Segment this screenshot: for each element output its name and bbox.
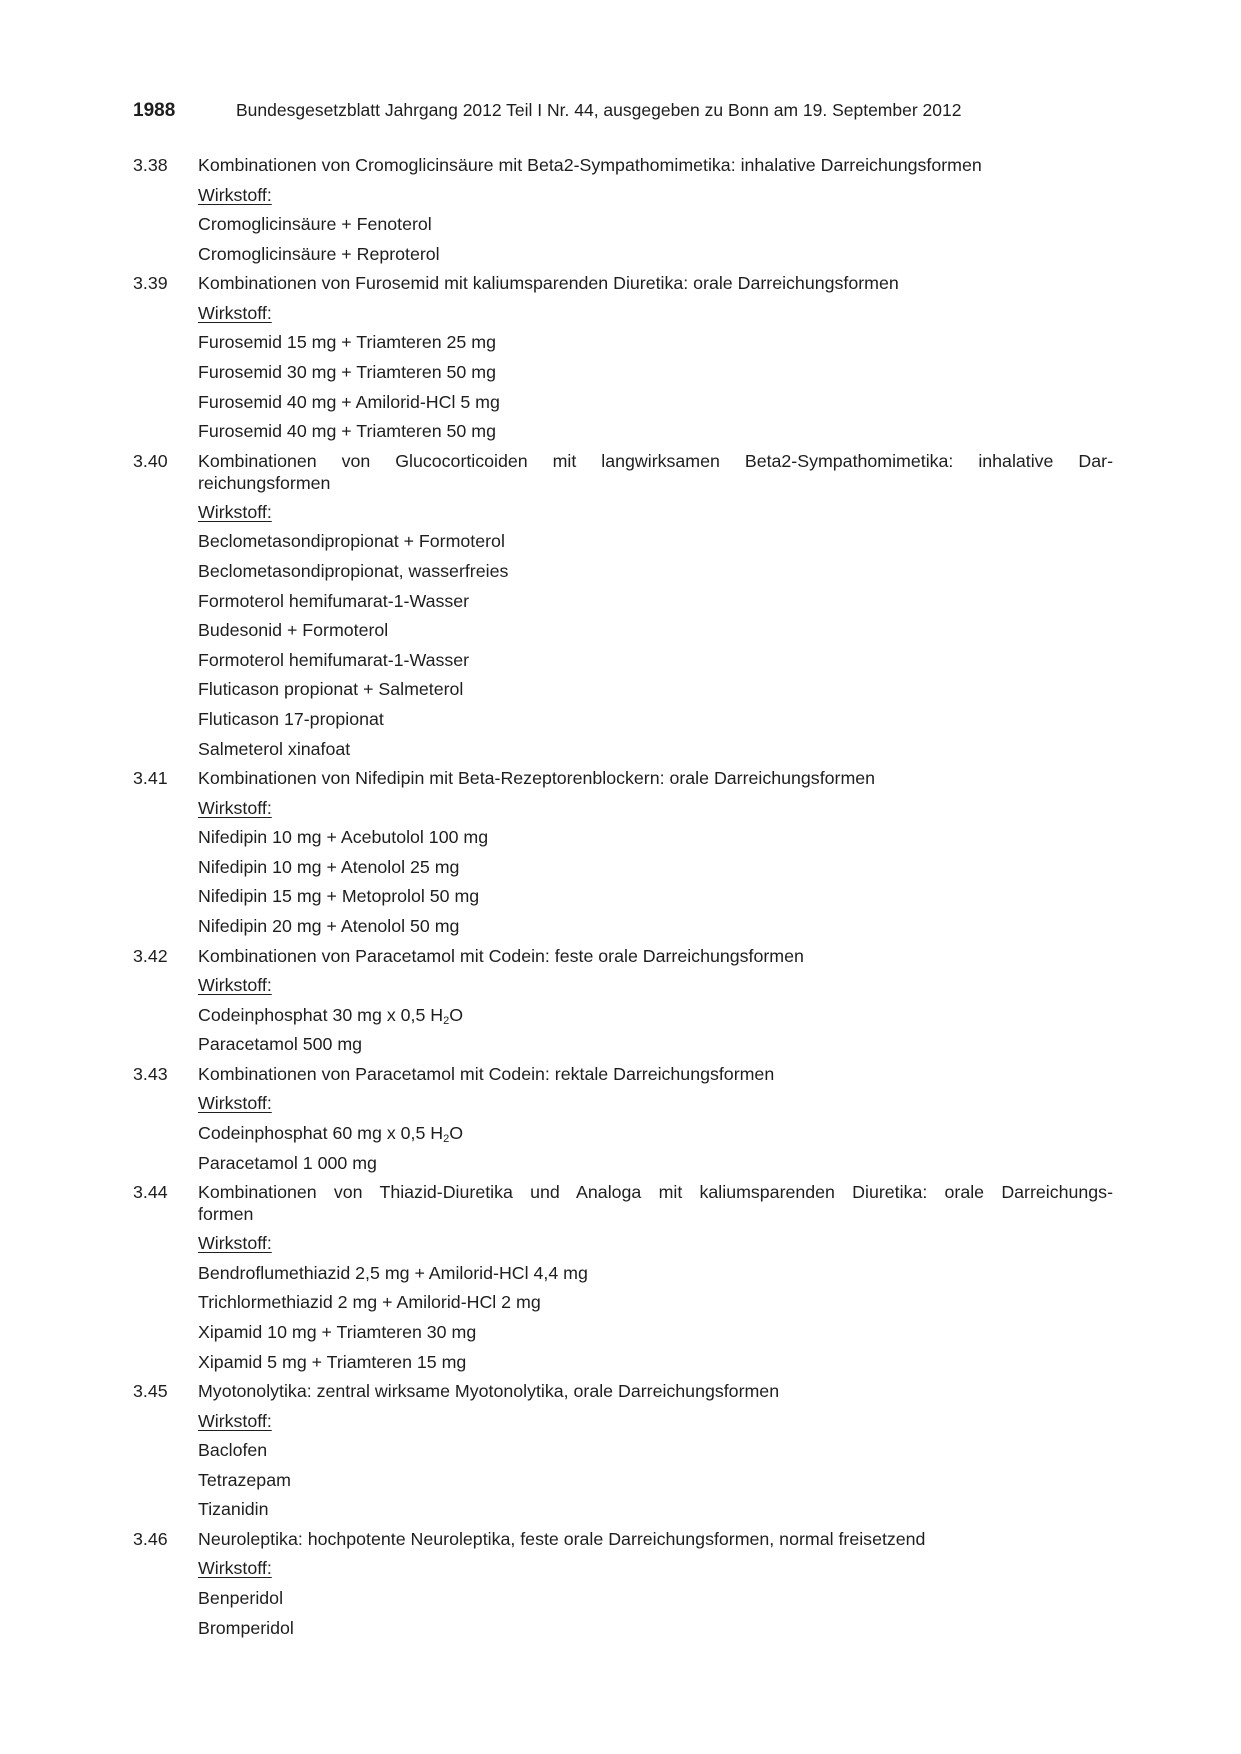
section-title-line: Kombinationen von Glucocorticoiden mit langwirksamen Beta2-Sympathomimetika: inhalative Dar- bbox=[198, 450, 1113, 471]
active-substance-item: Cromoglicinsäure + Reproterol bbox=[198, 243, 440, 264]
section-heading bbox=[133, 153, 1113, 183]
section-heading bbox=[133, 766, 1113, 796]
item-text: O bbox=[449, 1122, 464, 1143]
section-title: Myotonolytika: zentral wirksame Myotonolytika, orale Darreichungsformen bbox=[198, 1381, 780, 1402]
wirkstoff-label-row bbox=[198, 1091, 1113, 1121]
active-substance-item: Nifedipin 15 mg + Metoprolol 50 mg bbox=[198, 886, 480, 907]
active-substance-item: Beclometasondipropionat + Formoterol bbox=[198, 531, 505, 552]
section-title: Kombinationen von Paracetamol mit Codein: rektale Darreichungsformen bbox=[198, 1063, 775, 1084]
wirkstoff-label-row bbox=[198, 1556, 1113, 1586]
section-title: Kombinationen von Furosemid mit kaliumsparenden Diuretika: orale Darreichungsformen bbox=[198, 273, 899, 294]
active-substance-item: Cromoglicinsäure + Fenoterol bbox=[198, 214, 432, 235]
wirkstoff-label-row bbox=[198, 1409, 1113, 1439]
section-number: 3.45 bbox=[133, 1381, 168, 1402]
active-substance-item: Beclometasondipropionat, wasserfreies bbox=[198, 560, 509, 581]
wirkstoff-label: Wirkstoff: bbox=[198, 797, 272, 818]
active-substance-item bbox=[198, 1032, 1113, 1062]
section-3-39 bbox=[133, 271, 1113, 448]
wirkstoff-label-row bbox=[198, 301, 1113, 331]
section-number: 3.41 bbox=[133, 768, 168, 789]
active-substance-item bbox=[198, 1121, 1113, 1151]
wirkstoff-label: Wirkstoff: bbox=[198, 184, 272, 205]
active-substance-item: Baclofen bbox=[198, 1440, 268, 1461]
wirkstoff-label-row bbox=[198, 1231, 1113, 1261]
active-substance-item bbox=[198, 1151, 1113, 1181]
active-substance-item: Tizanidin bbox=[198, 1499, 269, 1520]
section-number: 3.38 bbox=[133, 155, 168, 175]
active-substance-item: Trichlormethiazid 2 mg + Amilorid-HCl 2 mg bbox=[198, 1292, 541, 1313]
item-text: Codeinphosphat 60 mg x 0,5 H bbox=[198, 1122, 444, 1143]
section-3-44 bbox=[133, 1180, 1113, 1379]
section-heading bbox=[133, 449, 1113, 500]
section-number: 3.44 bbox=[133, 1182, 168, 1203]
section-number: 3.46 bbox=[133, 1528, 168, 1549]
section-3-45 bbox=[133, 1379, 1113, 1527]
wirkstoff-label: Wirkstoff: bbox=[198, 1410, 272, 1431]
page-header bbox=[133, 100, 961, 130]
active-substance-item: Furosemid 40 mg + Amilorid-HCl 5 mg bbox=[198, 391, 500, 412]
subscript: 2 bbox=[443, 1132, 450, 1145]
section-3-43 bbox=[133, 1062, 1113, 1180]
section-heading bbox=[133, 271, 1113, 301]
active-substance-item: Furosemid 40 mg + Triamteren 50 mg bbox=[198, 421, 496, 442]
section-heading bbox=[133, 1180, 1113, 1231]
section-heading bbox=[133, 1379, 1113, 1409]
item-text: Paracetamol 1 000 mg bbox=[198, 1152, 377, 1173]
section-3-40 bbox=[133, 449, 1113, 766]
section-number: 3.39 bbox=[133, 273, 168, 294]
item-text: Paracetamol 500 mg bbox=[198, 1034, 363, 1055]
active-substance-item: Furosemid 30 mg + Triamteren 50 mg bbox=[198, 361, 496, 382]
section-3-41 bbox=[133, 766, 1113, 943]
active-substance-item bbox=[198, 1003, 1113, 1033]
section-title-line: reichungsformen bbox=[198, 472, 331, 493]
wirkstoff-label: Wirkstoff: bbox=[198, 1233, 272, 1254]
page-number: 1988 bbox=[133, 100, 176, 121]
wirkstoff-label: Wirkstoff: bbox=[198, 1093, 272, 1114]
wirkstoff-label: Wirkstoff: bbox=[198, 501, 272, 522]
active-substance-item: Xipamid 10 mg + Triamteren 30 mg bbox=[198, 1321, 477, 1342]
subscript: 2 bbox=[443, 1014, 450, 1027]
section-heading bbox=[133, 1527, 1113, 1557]
active-substance-item: Xipamid 5 mg + Triamteren 15 mg bbox=[198, 1351, 467, 1372]
wirkstoff-label-row bbox=[198, 796, 1113, 826]
publication-title: Bundesgesetzblatt Jahrgang 2012 Teil I Nr. 44, ausgegeben zu Bonn am 19. September 2012 bbox=[236, 100, 962, 120]
section-title-line: Kombinationen von Thiazid-Diuretika und Analoga mit kaliumsparenden Diuretika: orale Darreichungs- bbox=[198, 1182, 1113, 1203]
section-title: Neuroleptika: hochpotente Neuroleptika, feste orale Darreichungsformen, normal freisetzend bbox=[198, 1528, 926, 1549]
active-substance-item: Bendroflumethiazid 2,5 mg + Amilorid-HCl 4,4 mg bbox=[198, 1262, 588, 1283]
section-title bbox=[198, 1180, 1113, 1225]
active-substance-item: Salmeterol xinafoat bbox=[198, 738, 351, 759]
section-number: 3.42 bbox=[133, 945, 168, 966]
wirkstoff-label: Wirkstoff: bbox=[198, 1558, 272, 1579]
active-substance-item: Fluticason propionat + Salmeterol bbox=[198, 679, 464, 700]
wirkstoff-label-row bbox=[198, 500, 1113, 530]
section-heading bbox=[133, 1062, 1113, 1092]
section-title-line: formen bbox=[198, 1204, 254, 1225]
active-substance-item: Budesonid + Formoterol bbox=[198, 620, 389, 641]
section-title: Kombinationen von Paracetamol mit Codein: feste orale Darreichungsformen bbox=[198, 945, 804, 966]
document-body bbox=[133, 153, 1113, 1645]
active-substance-item: Tetrazepam bbox=[198, 1469, 291, 1490]
section-number: 3.40 bbox=[133, 450, 168, 471]
wirkstoff-label: Wirkstoff: bbox=[198, 975, 272, 996]
item-text: Codeinphosphat 30 mg x 0,5 H bbox=[198, 1004, 444, 1025]
section-3-38 bbox=[133, 153, 1113, 271]
section-3-42 bbox=[133, 944, 1113, 1062]
active-substance-item: Furosemid 15 mg + Triamteren 25 mg bbox=[198, 332, 496, 353]
item-text: O bbox=[449, 1004, 464, 1025]
active-substance-item: Nifedipin 20 mg + Atenolol 50 mg bbox=[198, 915, 460, 936]
section-title bbox=[198, 449, 1113, 494]
wirkstoff-label: Wirkstoff: bbox=[198, 302, 272, 323]
section-heading bbox=[133, 944, 1113, 974]
active-substance-item: Bromperidol bbox=[198, 1617, 294, 1638]
section-3-46 bbox=[133, 1527, 1113, 1645]
section-title: Kombinationen von Cromoglicinsäure mit Beta2-Sympathomimetika: inhalative Darreichungsformen bbox=[198, 155, 982, 175]
active-substance-item: Formoterol hemifumarat-1-Wasser bbox=[198, 649, 470, 670]
section-title: Kombinationen von Nifedipin mit Beta-Rezeptorenblockern: orale Darreichungsformen bbox=[198, 768, 876, 789]
active-substance-item: Benperidol bbox=[198, 1588, 284, 1609]
section-number: 3.43 bbox=[133, 1063, 168, 1084]
active-substance-item: Fluticason 17-propionat bbox=[198, 708, 384, 729]
active-substance-item: Nifedipin 10 mg + Acebutolol 100 mg bbox=[198, 827, 489, 848]
active-substance-item: Formoterol hemifumarat-1-Wasser bbox=[198, 590, 470, 611]
active-substance-item: Nifedipin 10 mg + Atenolol 25 mg bbox=[198, 856, 460, 877]
wirkstoff-label-row bbox=[198, 183, 1113, 213]
wirkstoff-label-row bbox=[198, 973, 1113, 1003]
